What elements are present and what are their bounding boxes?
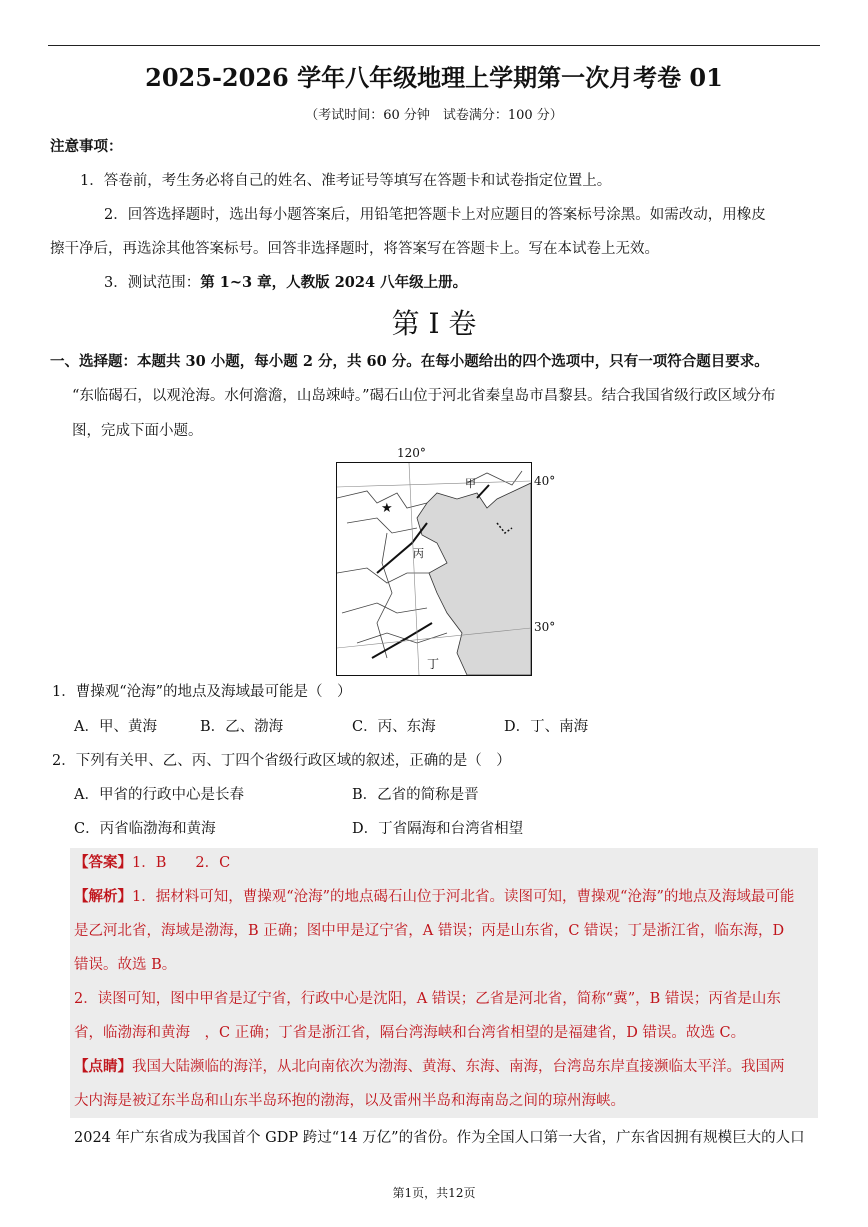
exam-info: （考试时间：60 分钟 试卷满分：100 分） <box>305 108 563 123</box>
next-passage-line-1: 2024 年广东省成为我国首个 GDP 跨过“14 万亿”的省份。作为全国人口第一大省，广东省因拥有规模巨大的人口 <box>74 1130 805 1146</box>
map-lat-40-label: 40° <box>534 474 556 488</box>
map-label-bing: 丙 <box>413 547 424 560</box>
question-1-option-c: C．丙、东海 <box>352 719 436 735</box>
question-1-option-d: D．丁、南海 <box>504 719 589 735</box>
map-label-ding: 丁 <box>427 657 440 671</box>
section-juan-title: 第 I 卷 <box>391 307 477 340</box>
header-rule <box>48 45 820 46</box>
analysis-line-3: 错误。故选 B。 <box>74 957 177 973</box>
tip-tag: 【点睛】 <box>74 1058 132 1075</box>
passage-line-2: 图，完成下面小题。 <box>72 423 203 439</box>
notice-item-3-scope: 第 1~3 章，人教版 2024 八年级上册。 <box>200 274 468 291</box>
passage-line-1: “东临碣石，以观沧海。水何澹澹，山岛竦峙。”碣石山位于河北省秦皇岛市昌黎县。结合我国省级行政区域分布 <box>72 388 776 404</box>
question-2-option-d: D．丁省隔海和台湾省相望 <box>352 821 524 837</box>
notice-item-3-prefix: 3．测试范围： <box>104 275 201 291</box>
page-title: 2025-2026 学年八年级地理上学期第一次月考卷 01 <box>145 63 723 92</box>
tip-text-1: 我国大陆濒临的海洋，从北向南依次为渤海、黄海、东海、南海，台湾岛东岸直接濒临太平洋。我国两 <box>132 1059 785 1075</box>
map-drawing <box>337 463 531 675</box>
analysis-q2-line-2: 省，临渤海和黄海 ，C 正确；丁省是浙江省，隔台湾海峡和台湾省相望的是福建省，D 错误。故选 C。 <box>74 1025 746 1041</box>
question-1-option-b: B．乙、渤海 <box>200 719 284 735</box>
map-star-jieshi: ★ <box>381 501 393 516</box>
analysis-tag: 【解析】 <box>74 888 132 905</box>
notice-item-2-line-2: 擦干净后，再选涂其他答案标号。回答非选择题时，将答案写在答题卡上。写在本试卷上无效。 <box>50 241 659 257</box>
notice-item-2-line-1: 2．回答选择题时，选出每小题答案后，用铅笔把答题卡上对应题目的答案标号涂黑。如需改动，用橡皮 <box>104 207 766 223</box>
answer-tag: 【答案】 <box>74 854 132 871</box>
question-2-stem: 2．下列有关甲、乙、丙、丁四个省级行政区域的叙述，正确的是（ ） <box>52 753 511 769</box>
tip-line-2: 大内海是被辽东半岛和山东半岛环抱的渤海，以及雷州半岛和海南岛之间的琼州海峡。 <box>74 1093 625 1109</box>
question-1-option-a: A．甲、黄海 <box>74 719 157 735</box>
answer-line <box>74 853 230 873</box>
analysis-text-1: 1．据材料可知，曹操观“沧海”的地点碣石山位于河北省。读图可知，曹操观“沧海”的地点及海域最可能 <box>132 889 795 905</box>
map-lat-30-label: 30° <box>534 620 556 634</box>
notice-item-3 <box>104 273 467 293</box>
answer-values: 1．B 2．C <box>132 855 231 871</box>
page-number: 第1页，共12页 <box>392 1186 476 1200</box>
question-2-option-b: B．乙省的简称是晋 <box>352 787 479 803</box>
notice-item-1: 1．答卷前，考生务必将自己的姓名、准考证号等填写在答题卡和试卷指定位置上。 <box>80 173 612 189</box>
question-1-stem: 1．曹操观“沧海”的地点及海域最可能是（ ） <box>52 684 352 700</box>
tip-line-1 <box>74 1057 785 1077</box>
map-label-jia: 甲 <box>465 477 476 490</box>
question-2-option-c: C．丙省临渤海和黄海 <box>74 821 216 837</box>
section-heading: 一、选择题：本题共 30 小题，每小题 2 分，共 60 分。在每小题给出的四个选项中，只有一项符合题目要求。 <box>50 353 769 370</box>
question-2-option-a: A．甲省的行政中心是长春 <box>74 787 244 803</box>
analysis-line-1 <box>74 887 794 907</box>
map-lon-120-label: 120° <box>397 446 426 460</box>
province-map <box>336 462 532 676</box>
analysis-line-2: 是乙河北省，海域是渤海，B 正确；图中甲是辽宁省，A 错误；丙是山东省，C 错误；丁是浙江省，临东海，D <box>74 923 785 939</box>
notice-heading: 注意事项： <box>50 138 123 155</box>
analysis-q2-line-1: 2．读图可知，图中甲省是辽宁省，行政中心是沈阳，A 错误；乙省是河北省，简称“冀”，B 错误；丙省是山东 <box>74 991 781 1007</box>
